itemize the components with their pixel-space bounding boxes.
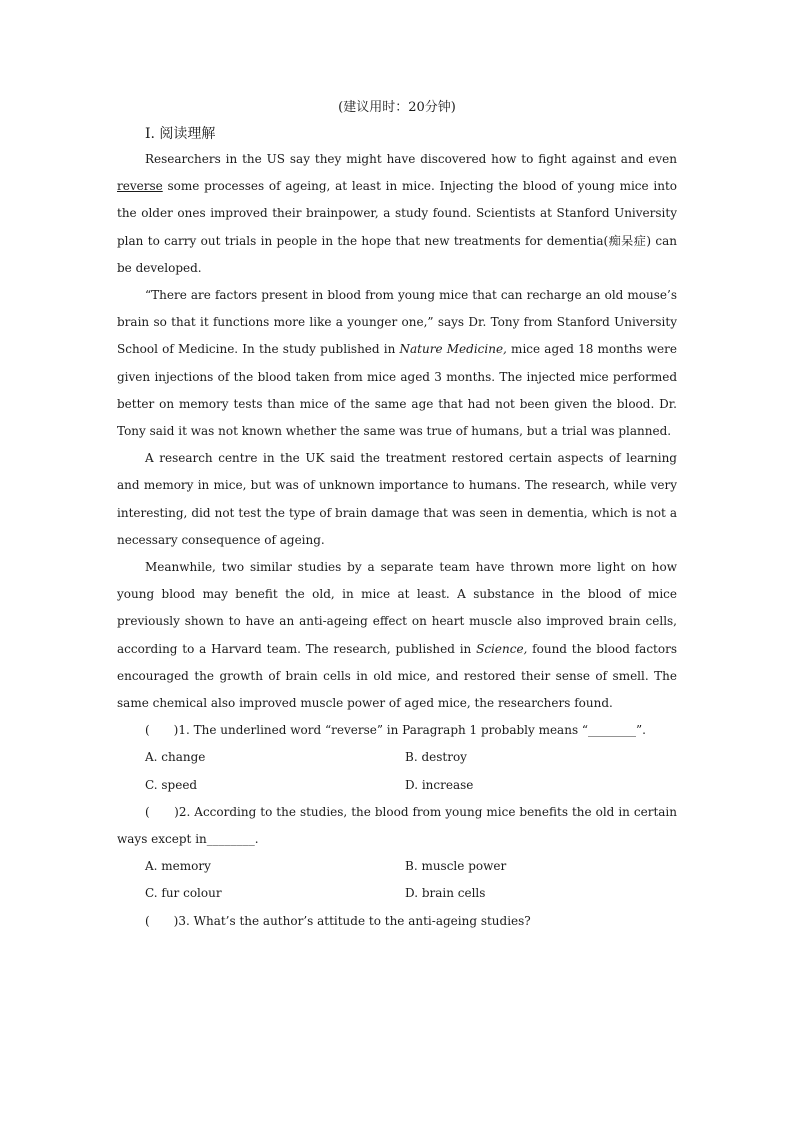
question-3 bbox=[117, 908, 677, 935]
option-b[interactable]: B. destroy bbox=[405, 750, 467, 765]
time-hint: (建议用时：20分钟) bbox=[338, 100, 456, 115]
option-a[interactable]: A. memory bbox=[145, 859, 211, 874]
paragraph-1: Researchers in the US say they might have discovered how to fight against and even reverse some processes of ageing, at least in mice. Injecting the blood of young mice into the older ones improved their brainpower, a study found. Scientists at Stanford University plan to carry out trials in people in the hope that new treatments for dementia(痴呆症) can be developed. bbox=[117, 152, 677, 275]
question-stem: ( )3. What’s the author’s attitude to the anti-ageing studies? bbox=[145, 913, 531, 928]
paragraph-3: A research centre in the UK said the treatment restored certain aspects of learning and memory in mice, but was of unknown importance to humans. The research, while very interesting, did not test the type of brain damage that was seen in dementia, which is not a necessary consequence of ageing. bbox=[117, 451, 677, 547]
options-row bbox=[117, 853, 677, 880]
option-c[interactable]: C. speed bbox=[145, 777, 198, 792]
option-a[interactable]: A. change bbox=[145, 750, 206, 765]
underlined-word: reverse bbox=[117, 179, 163, 194]
question-stem: ( )1. The underlined word “reverse” in Paragraph 1 probably means “________”. bbox=[145, 723, 647, 738]
options-row bbox=[117, 880, 677, 907]
options-row bbox=[117, 744, 677, 771]
question-stem: ( )2. According to the studies, the blood from young mice benefits the old in certain ways except in________. bbox=[117, 804, 677, 847]
option-b[interactable]: B. muscle power bbox=[405, 859, 507, 874]
option-d[interactable]: D. increase bbox=[405, 777, 474, 792]
reading-passage bbox=[117, 146, 677, 935]
journal-name: Nature Medicine, bbox=[399, 342, 507, 357]
paragraph-2: “There are factors present in blood from young mice that can recharge an old mouse’s brain so that it functions more like a younger one,” says Dr. Tony from Stanford University School of Medicine. In the study published in Nature Medicine, mice aged 18 months were given injections of the blood taken from mice aged 3 months. The injected mice performed better on memory tests than mice of the same age that had not been given the blood. Dr. Tony said it was not known whether the same was true of humans, but a trial was planned. bbox=[117, 288, 677, 439]
paragraph-4: Meanwhile, two similar studies by a separate team have thrown more light on how young blood may benefit the old, in mice at least. A substance in the blood of mice previously shown to have an anti-ageing effect on heart muscle also improved brain cells, according to a Harvard team. The research, published in Science, found the blood factors encouraged the growth of brain cells in old mice, and restored their sense of smell. The same chemical also improved muscle power of aged mice, the researchers found. bbox=[117, 560, 677, 711]
journal-name: Science, bbox=[476, 641, 528, 656]
option-d[interactable]: D. brain cells bbox=[405, 886, 486, 901]
options-row bbox=[117, 772, 677, 799]
section-title: Ⅰ. 阅读理解 bbox=[145, 126, 216, 142]
question-1 bbox=[117, 717, 677, 799]
question-2 bbox=[117, 799, 677, 908]
option-c[interactable]: C. fur colour bbox=[145, 886, 222, 901]
